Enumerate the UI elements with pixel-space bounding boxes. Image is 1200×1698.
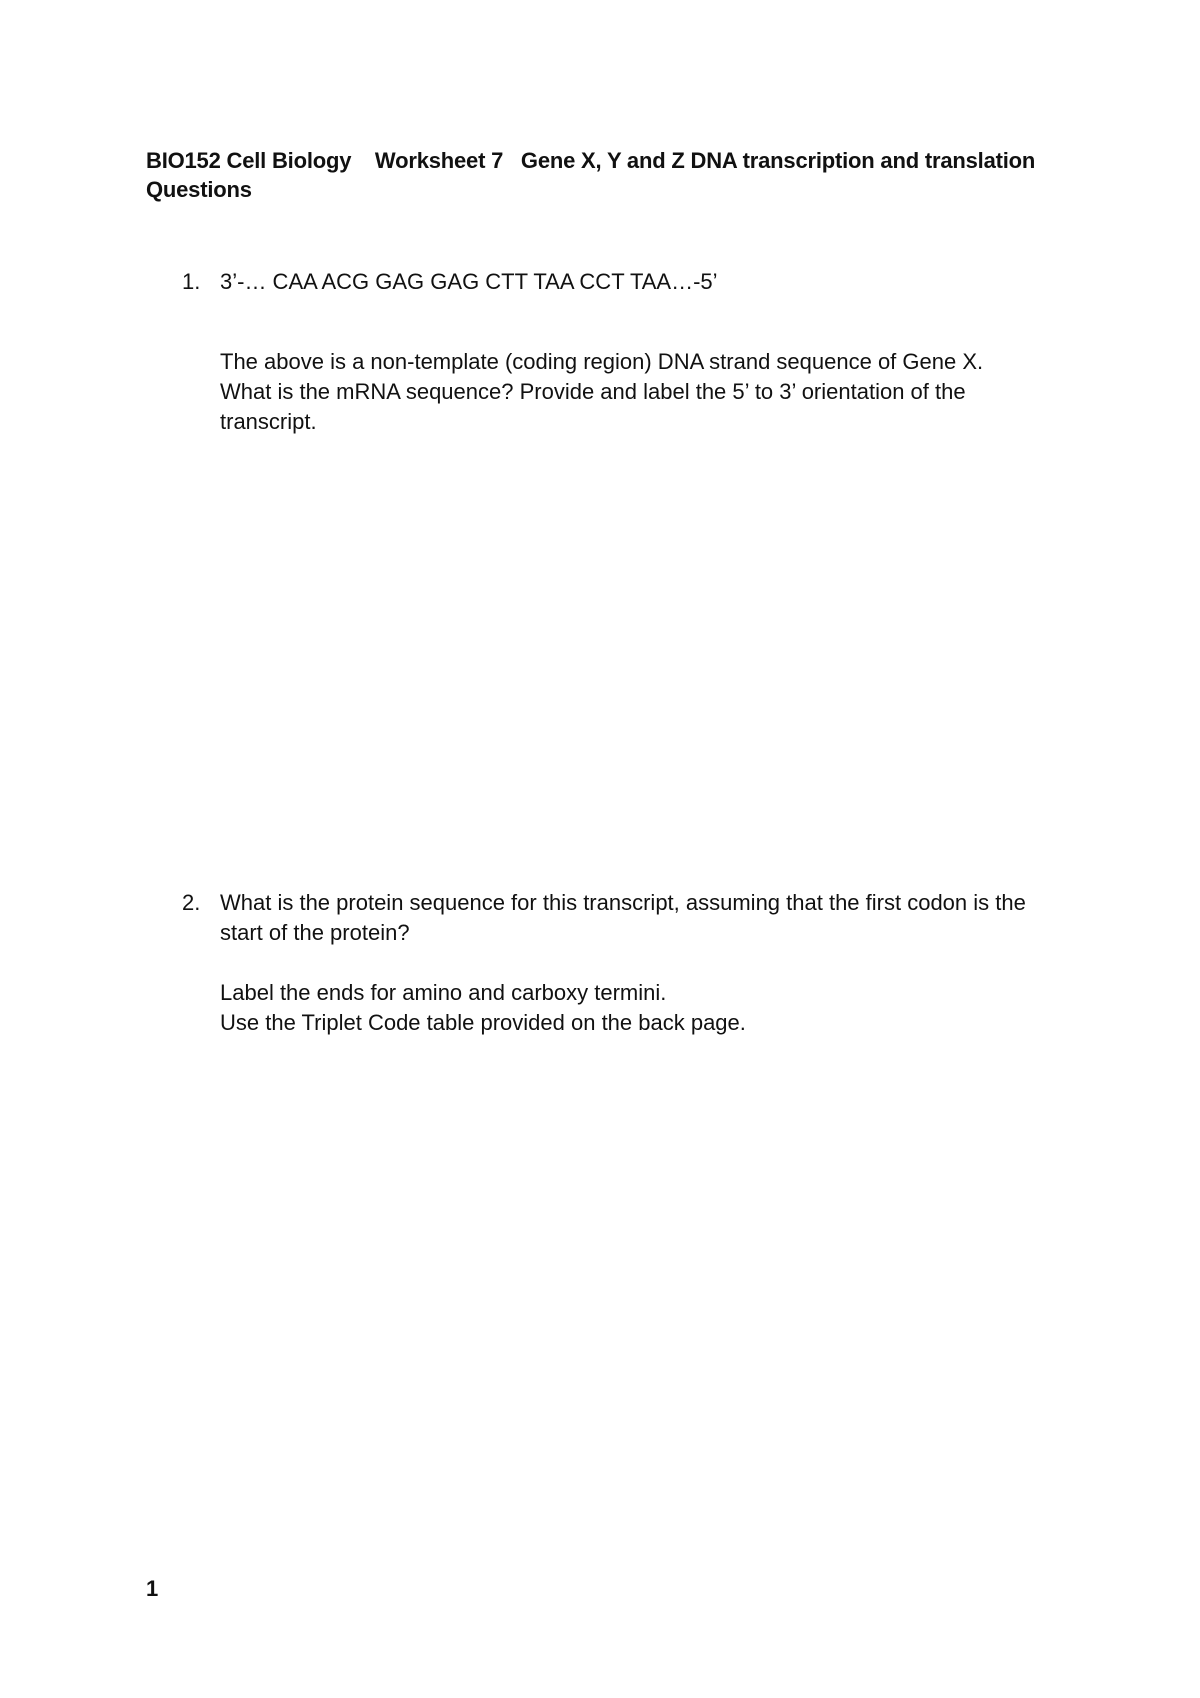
question-text-line: transcript. (220, 409, 317, 434)
question-number: 1. (182, 269, 201, 294)
dna-sequence: 3’-… CAA ACG GAG GAG CTT TAA CCT TAA…-5’ (220, 269, 718, 294)
worksheet-topic: Gene X, Y and Z DNA transcription and translation (520, 148, 1036, 173)
instruction-line: Label the ends for amino and carboxy termini. (220, 980, 667, 1005)
question-number: 2. (182, 890, 201, 915)
page-number: 1 (146, 1576, 159, 1601)
question-text-line: What is the mRNA sequence? Provide and label the 5’ to 3’ orientation of the (220, 379, 966, 404)
worksheet-title (146, 146, 1076, 204)
course-name: BIO152 Cell Biology (146, 148, 352, 173)
worksheet-number: Worksheet 7 (374, 148, 504, 173)
question-text-line: The above is a non-template (coding region) DNA strand sequence of Gene X. (220, 349, 984, 374)
question-text-line: What is the protein sequence for this transcript, assuming that the first codon is the (220, 890, 1026, 915)
title-line-2: Questions (146, 177, 252, 202)
question-text-line: start of the protein? (220, 920, 410, 945)
instruction-line: Use the Triplet Code table provided on the back page. (220, 1010, 746, 1035)
